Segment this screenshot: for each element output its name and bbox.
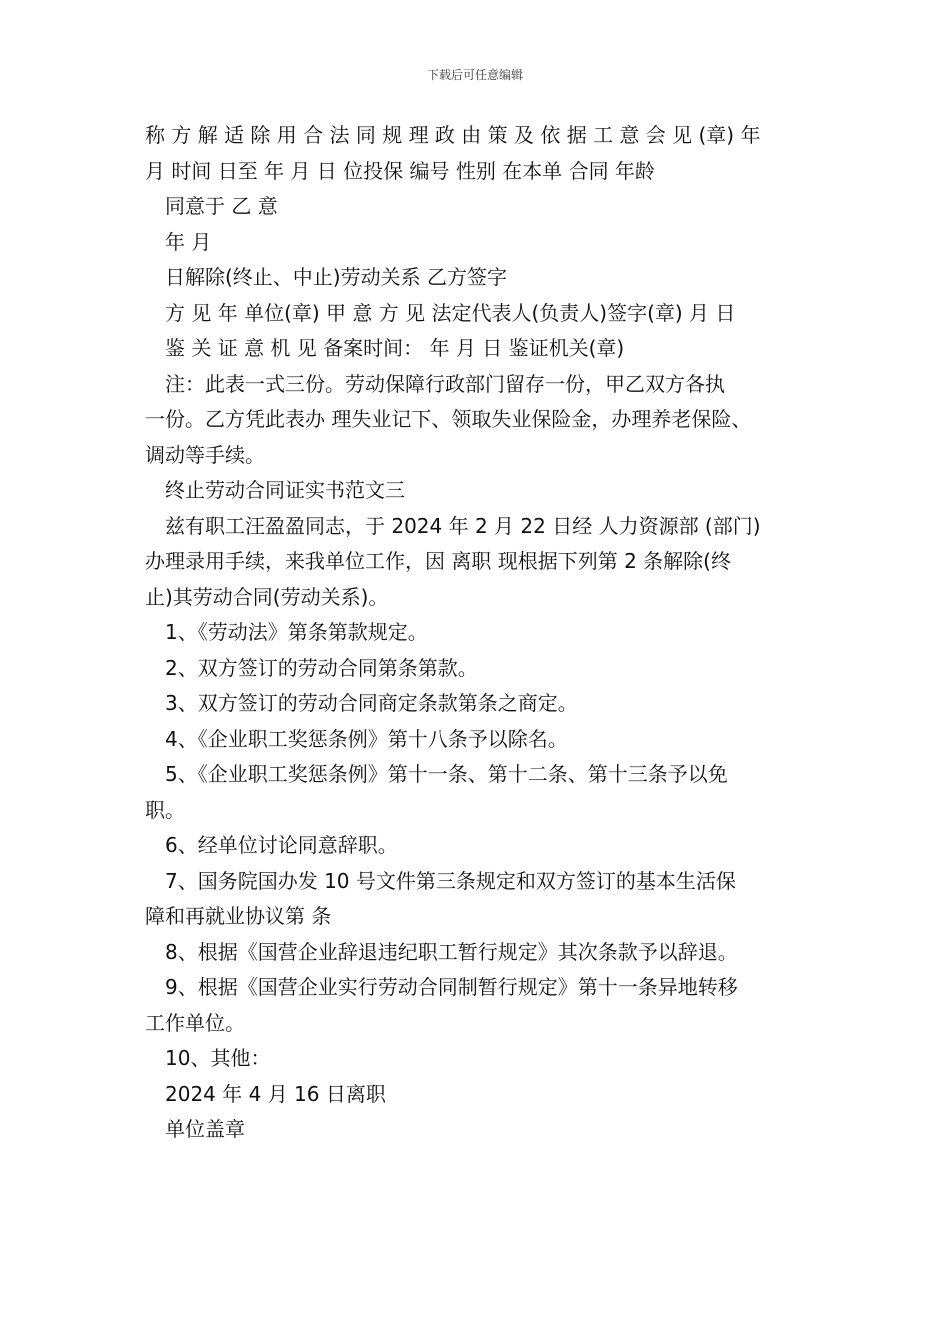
list-item: 2、双方签订的劳动合同第条第款。 [165,655,478,680]
list-item: 3、双方签订的劳动合同商定条款第条之商定。 [165,691,578,715]
list-item: 6、经单位讨论同意辞职。 [165,833,398,857]
text-line: 工作单位。 [145,1010,245,1035]
list-item: 10、其他： [165,1046,271,1070]
text-line: 方 见 年 单位(章) 甲 意 方 见 法定代表人(负责人)签字(章) 月 日 [165,300,736,325]
document-body [145,118,815,1148]
list-item: 9、根据《国营企业实行劳动合同制暂行规定》第十一条异地转移 [165,975,738,999]
text-line: 月 时间 日至 年 月 日 位投保 编号 性别 在本单 合同 年龄 [145,158,655,183]
text-line: 障和再就业协议第 条 [145,904,332,928]
section-heading: 终止劳动合同证实书范文三 [165,478,405,502]
text-line: 一份。乙方凭此表办 理失业记下、领取失业保险金，办理养老保险、 [145,407,752,431]
text-line: 鉴 关 证 意 机 见 备案时间： 年 月 日 鉴证机关(章) [165,336,625,360]
list-item: 4、《企业职工奖惩条例》第十八条予以除名。 [165,726,568,751]
text-line: 兹有职工汪盈盈同志，于 2024 年 2 月 22 日经 人力资源部 (部门) [165,513,761,538]
text-line: 调动等手续。 [145,442,265,467]
date-line: 2024 年 4 月 16 日离职 [165,1081,386,1106]
text-line: 称 方 解 适 除 用 合 法 同 规 理 政 由 策 及 依 据 工 意 会 见 (章) 年 [145,123,761,147]
list-item: 5、《企业职工奖惩条例》第十一条、第十二条、第十三条予以免 [165,762,728,786]
seal-label: 单位盖章 [165,1117,245,1141]
list-item: 1、《劳动法》第条第款规定。 [165,620,428,644]
list-item: 8、根据《国营企业辞退违纪职工暂行规定》其次条款予以辞退。 [165,939,738,964]
text-line: 办理录用手续，来我单位工作，因 离职 现根据下列第 2 条解除(终 [145,549,731,573]
text-line: 同意于 乙 意 [165,194,278,218]
list-item: 7、国务院国办发 10 号文件第三条规定和双方签订的基本生活保 [165,868,736,893]
text-line: 止)其劳动合同(劳动关系)。 [145,584,389,609]
text-line: 年 月 [165,229,212,254]
text-line: 日解除(终止、中止)劳动关系 乙方签字 [165,265,507,289]
page-header: 下载后可任意编辑 [426,68,523,82]
text-line: 职。 [145,797,185,822]
text-line: 注：此表一式三份。劳动保障行政部门留存一份，甲乙双方各执 [165,371,725,396]
